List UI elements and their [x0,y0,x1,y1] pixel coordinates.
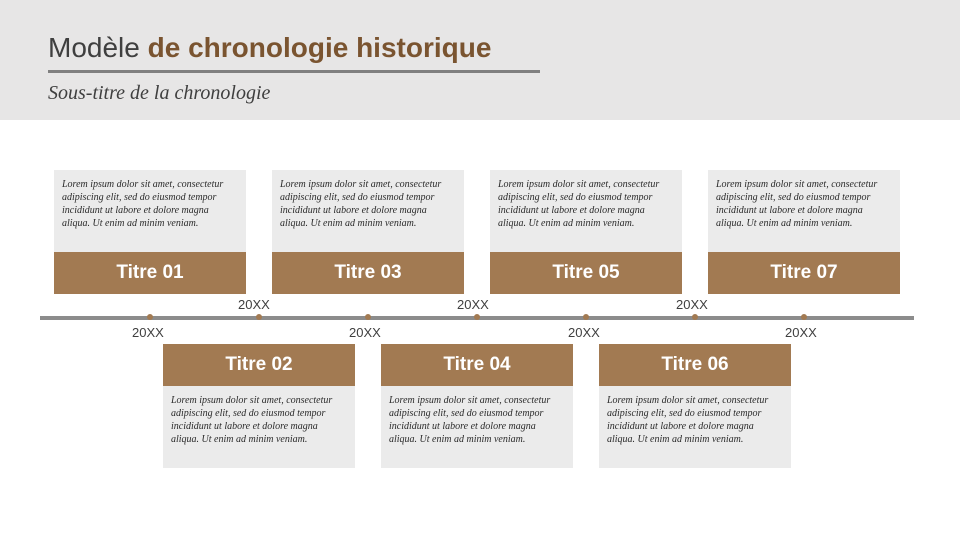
event-07-card [708,170,900,256]
event-01-year: 20XX [132,325,164,340]
page-subtitle: Sous-titre de la chronologie [48,82,271,104]
timeline-dot-02 [256,314,262,320]
event-02-text: Lorem ipsum dolor sit amet, consectetur adipiscing elit, sed do eiusmod tempor incididunt ut labore et dolore magna aliqua. Ut enim ad minim veniam. [171,395,333,445]
event-06-text: Lorem ipsum dolor sit amet, consectetur adipiscing elit, sed do eiusmod tempor incididunt ut labore et dolore magna aliqua. Ut enim ad minim veniam. [607,395,769,445]
page-title [48,32,491,64]
event-05-text: Lorem ipsum dolor sit amet, consectetur adipiscing elit, sed do eiusmod tempor incididunt ut labore et dolore magna aliqua. Ut enim ad minim veniam. [498,179,660,229]
event-04-text: Lorem ipsum dolor sit amet, consectetur adipiscing elit, sed do eiusmod tempor incididunt ut labore et dolore magna aliqua. Ut enim ad minim veniam. [389,395,551,445]
event-05-card [490,170,682,256]
event-06-card [599,386,791,468]
event-03-card [272,170,464,256]
event-07-text: Lorem ipsum dolor sit amet, consectetur adipiscing elit, sed do eiusmod tempor incididunt ut labore et dolore magna aliqua. Ut enim ad minim veniam. [716,179,878,229]
event-07-title: Titre 07 [708,252,900,294]
event-06-title: Titre 06 [599,344,791,386]
event-06-year: 20XX [676,297,708,312]
event-01-title: Titre 01 [54,252,246,294]
title-bold: de chronologie historique [147,32,492,63]
event-03-year: 20XX [349,325,381,340]
event-04-title: Titre 04 [381,344,573,386]
title-light: Modèle [48,32,148,63]
timeline-dot-03 [365,314,371,320]
timeline-dot-01 [147,314,153,320]
header-band [0,0,960,120]
event-01-text: Lorem ipsum dolor sit amet, consectetur adipiscing elit, sed do eiusmod tempor incididunt ut labore et dolore magna aliqua. Ut enim ad minim veniam. [62,179,224,229]
event-04-year: 20XX [457,297,489,312]
event-02-card [163,386,355,468]
timeline-dot-05 [583,314,589,320]
event-02-title: Titre 02 [163,344,355,386]
event-05-year: 20XX [568,325,600,340]
event-03-title: Titre 03 [272,252,464,294]
event-02-year: 20XX [238,297,270,312]
event-05-title: Titre 05 [490,252,682,294]
timeline-dot-07 [801,314,807,320]
event-07-year: 20XX [785,325,817,340]
title-underline [48,70,540,73]
timeline-dot-04 [474,314,480,320]
event-03-text: Lorem ipsum dolor sit amet, consectetur adipiscing elit, sed do eiusmod tempor incididunt ut labore et dolore magna aliqua. Ut enim ad minim veniam. [280,179,442,229]
event-04-card [381,386,573,468]
event-01-card [54,170,246,256]
timeline-dot-06 [692,314,698,320]
